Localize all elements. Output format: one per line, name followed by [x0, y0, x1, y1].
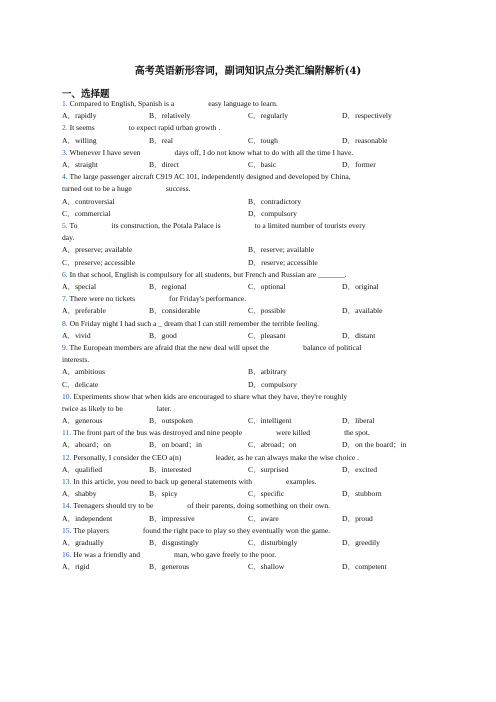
- options-row: [62, 366, 442, 378]
- question-text: its construction, the Potala Palace is: [111, 220, 221, 230]
- question-7: [62, 293, 442, 305]
- option-c: C．tough: [248, 135, 278, 145]
- option-c: C．shallow: [248, 562, 285, 572]
- option-a: A．qualified: [62, 464, 103, 474]
- option-b: B．regional: [149, 281, 187, 291]
- option-c: C．surprised: [248, 464, 289, 474]
- question-text: Whenever I have seven: [69, 147, 141, 157]
- option-a: A．straight: [62, 159, 98, 169]
- question-number: 8.: [62, 318, 68, 328]
- question-number: 6.: [62, 269, 68, 279]
- question-text: Teenagers should try to be: [73, 501, 154, 511]
- options-row: [62, 244, 442, 256]
- options-row: [62, 537, 442, 549]
- question-number: 4.: [62, 172, 68, 182]
- question-text: In this article, you need to back up general statements with: [73, 477, 253, 487]
- option-c: C．delicate: [62, 379, 99, 389]
- option-d: D．proud: [342, 513, 373, 523]
- question-text: Personally, I consider the CEO a(n): [73, 452, 182, 462]
- question-text: success.: [165, 184, 191, 194]
- question-text: Compared to English, Spanish is a: [69, 99, 175, 108]
- options-row: [62, 305, 442, 317]
- question-text: twice as likely to be: [62, 403, 123, 413]
- option-a: A．preferable: [62, 306, 106, 316]
- option-b: B．on board；in: [149, 440, 202, 450]
- question-8: [62, 318, 442, 330]
- option-c: C．basic: [248, 159, 277, 169]
- option-a: A．preserve; available: [62, 245, 133, 255]
- question-text: examples.: [286, 477, 317, 487]
- option-d: D．excited: [342, 464, 378, 474]
- option-d: D．reserve; accessible: [248, 257, 318, 267]
- option-c: C．aware: [248, 513, 279, 523]
- question-16: [62, 549, 442, 561]
- question-text: found the right pace to play so they eventually won the game.: [142, 525, 331, 535]
- question-number: 3.: [62, 147, 68, 157]
- question-text: To: [69, 220, 78, 230]
- option-c: C．specific: [248, 489, 285, 499]
- options-row: [62, 281, 442, 293]
- option-d: D．former: [342, 159, 376, 169]
- option-d: D．competent: [342, 562, 387, 572]
- option-b: B．disgustingly: [149, 538, 199, 548]
- option-d: D．distant: [342, 330, 376, 340]
- question-number: 7.: [62, 294, 68, 304]
- option-a: A．generous: [62, 416, 103, 426]
- option-b: B．good: [149, 330, 177, 340]
- option-a: A．vivid: [62, 330, 91, 340]
- option-a: A．special: [62, 281, 97, 291]
- question-number: 16.: [62, 550, 72, 560]
- option-d: D．on the board；in: [342, 440, 407, 450]
- option-a: A．independent: [62, 513, 113, 523]
- options-row: [62, 110, 442, 122]
- option-b: B．reserve; available: [248, 245, 314, 255]
- question-number: 12.: [62, 452, 72, 462]
- option-c: C．pleasant: [248, 330, 286, 340]
- question-15: [62, 525, 442, 537]
- question-text: It seems: [69, 123, 95, 133]
- question-list: [62, 98, 442, 574]
- option-a: A．aboard；on: [62, 440, 111, 450]
- option-d: D．compulsory: [248, 208, 297, 218]
- options-row: [62, 330, 442, 342]
- question-text: Experiments show that when kids are encouraged to share what they have, they're roughly: [73, 391, 348, 401]
- question-text: On Friday night I had such a _ dream that I can still remember the terrible feeling.: [69, 318, 320, 328]
- question-11: [62, 427, 442, 439]
- options-row: [62, 135, 442, 147]
- options-row: [62, 379, 442, 391]
- options-row: [62, 488, 442, 500]
- question-text: the spot.: [344, 428, 370, 438]
- option-a: A．willing: [62, 135, 97, 145]
- question-5: [62, 220, 442, 244]
- question-text: turned out to be a huge: [62, 184, 132, 194]
- question-12: [62, 452, 442, 464]
- option-c: C．intelligent: [248, 416, 292, 426]
- option-a: A．controversial: [62, 196, 115, 206]
- question-text: days off, I do not know what to do with all the time I have.: [174, 147, 354, 157]
- option-d: D．stubborn: [342, 489, 382, 499]
- question-text: day.: [62, 233, 75, 243]
- question-text: The large passenger aircraft C919 AC 101, independently designed and developed by China,: [69, 172, 351, 182]
- option-b: B．outspoken: [149, 416, 193, 426]
- question-number: 15.: [62, 525, 72, 535]
- options-row: [62, 439, 442, 451]
- question-text: balance of political: [303, 342, 362, 352]
- question-9: [62, 342, 442, 366]
- question-text: for Friday's performance.: [169, 294, 247, 304]
- option-b: B．impressive: [149, 513, 195, 523]
- question-number: 2.: [62, 123, 68, 133]
- question-text: The European members are afraid that the new deal will upset the: [69, 342, 270, 352]
- question-text: There were no tickets: [69, 294, 136, 304]
- option-a: A．gradually: [62, 538, 104, 548]
- option-d: D．reasonable: [342, 135, 388, 145]
- question-text: The players: [73, 525, 109, 535]
- question-6: [62, 269, 442, 281]
- options-row: [62, 415, 442, 427]
- option-a: A．rapidly: [62, 111, 97, 121]
- question-14: [62, 500, 442, 512]
- options-row: [62, 561, 442, 573]
- question-text: were killed: [276, 428, 311, 438]
- option-b: B．arbitrary: [248, 367, 287, 377]
- option-d: D．greedily: [342, 538, 380, 548]
- question-text: later.: [156, 403, 172, 413]
- option-a: A．ambitious: [62, 367, 106, 377]
- option-b: B．relatively: [149, 111, 191, 121]
- question-text: to a limited number of tourists every: [254, 220, 366, 230]
- question-2: [62, 122, 442, 134]
- question-number: 5.: [62, 220, 68, 230]
- question-number: 9.: [62, 342, 68, 352]
- section-heading: 一、选择题: [62, 89, 110, 100]
- options-row: [62, 257, 442, 269]
- option-c: C．disturbingly: [248, 538, 298, 548]
- option-b: B．direct: [149, 159, 179, 169]
- option-c: C．regularly: [248, 111, 289, 121]
- option-d: D．original: [342, 281, 379, 291]
- option-d: D．compulsory: [248, 379, 297, 389]
- option-d: D．liberal: [342, 416, 375, 426]
- question-text: man, who gave freely to the poor.: [174, 550, 277, 560]
- question-text: The front part of the bus was destroyed and nine people: [72, 428, 243, 438]
- option-c: C．commercial: [62, 208, 111, 218]
- question-text: He was a friendly and: [73, 550, 141, 560]
- question-10: [62, 391, 442, 415]
- option-b: B．interested: [149, 464, 192, 474]
- option-c: C．optional: [248, 281, 286, 291]
- options-row: [62, 208, 442, 220]
- option-a: A．rigid: [62, 562, 90, 572]
- question-3: [62, 147, 442, 159]
- question-number: 11.: [62, 428, 72, 438]
- options-row: [62, 464, 442, 476]
- option-b: B．spicy: [149, 489, 178, 499]
- question-text: easy language to learn.: [208, 99, 278, 108]
- option-c: C．possible: [248, 306, 286, 316]
- option-a: A．shabby: [62, 489, 97, 499]
- question-text: leader, as he can always make the wise choice .: [215, 452, 360, 462]
- question-4: [62, 171, 442, 195]
- question-13: [62, 476, 442, 488]
- options-row: [62, 513, 442, 525]
- option-b: B．generous: [149, 562, 190, 572]
- options-row: [62, 196, 442, 208]
- question-text: of their parents, doing something on their own.: [187, 501, 331, 511]
- option-d: D．respectively: [342, 111, 392, 121]
- question-number: 14.: [62, 501, 72, 511]
- option-c: C．abroad；on: [248, 440, 297, 450]
- question-number: 13.: [62, 477, 72, 487]
- question-1: [62, 98, 442, 110]
- option-d: D．available: [342, 306, 383, 316]
- document-title: 高考英语新形容词，副词知识点分类汇编附解析(4): [134, 66, 362, 77]
- question-text: In that school, English is compulsory for all students, but French and Russian are _______.: [69, 269, 347, 279]
- question-text: interests.: [62, 355, 90, 365]
- options-row: [62, 159, 442, 171]
- option-b: B．considerable: [149, 306, 201, 316]
- option-c: C．preserve; accessible: [62, 257, 136, 267]
- option-b: B．contradictory: [248, 196, 302, 206]
- question-text: to expect rapid urban growth .: [128, 123, 221, 133]
- option-b: B．real: [149, 135, 174, 145]
- question-number: 1.: [62, 99, 68, 108]
- question-number: 10.: [62, 391, 72, 401]
